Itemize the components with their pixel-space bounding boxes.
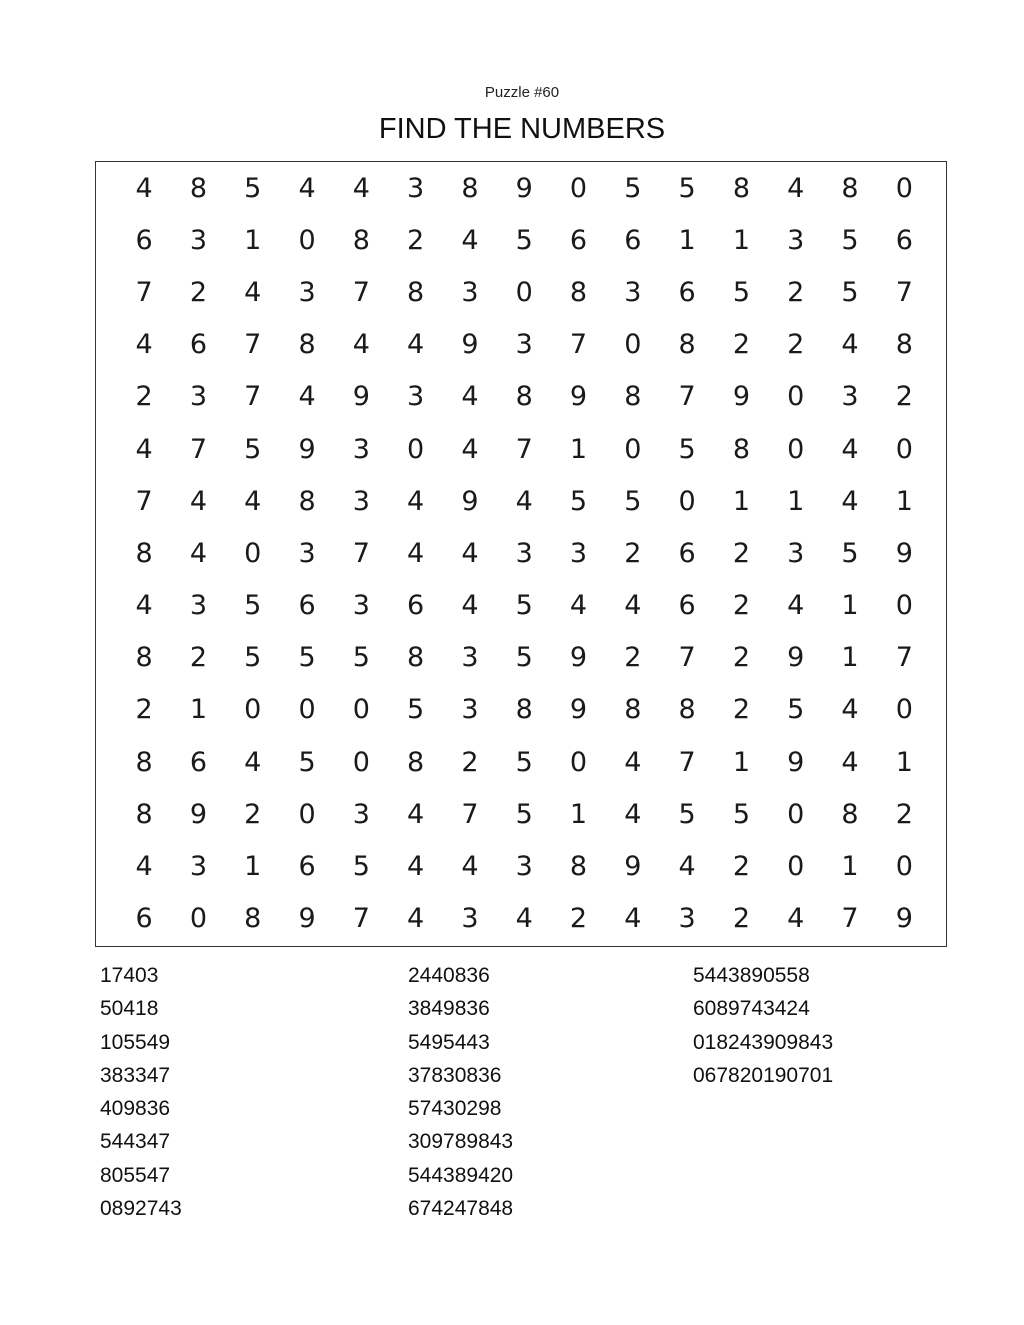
grid-cell: 3 <box>407 172 425 204</box>
grid-cell: 8 <box>569 276 588 308</box>
word-list-item: 544389420 <box>408 1163 514 1187</box>
grid-cell: 6 <box>678 276 696 308</box>
grid-cell: 0 <box>678 485 696 517</box>
grid-cell: 4 <box>787 903 805 935</box>
grid-cell: 8 <box>515 381 533 413</box>
grid-cell: 9 <box>515 172 533 204</box>
grid-cell: 5 <box>732 276 750 308</box>
grid-cell: 2 <box>189 276 208 308</box>
grid-cell: 9 <box>298 903 316 935</box>
word-list-column-1 <box>100 962 182 1228</box>
grid-cell: 0 <box>787 433 805 465</box>
grid-cell: 5 <box>515 642 533 674</box>
word-list-item: 309789843 <box>408 1130 514 1154</box>
grid-cell: 4 <box>841 329 859 361</box>
grid-cell: 3 <box>624 276 642 308</box>
grid-cell: 2 <box>732 329 750 361</box>
grid-cell: 4 <box>407 903 425 935</box>
grid-cell: 3 <box>189 381 208 413</box>
grid-cell: 9 <box>895 537 913 569</box>
grid-cell: 8 <box>841 172 859 204</box>
grid-cell: 9 <box>787 642 805 674</box>
grid-cell: 8 <box>135 537 153 569</box>
grid-cell: 4 <box>787 172 805 204</box>
word-list-item: 018243909843 <box>693 1030 834 1054</box>
grid-cell: 5 <box>515 746 533 778</box>
grid-cell: 5 <box>515 798 533 830</box>
grid-cell: 7 <box>895 276 913 308</box>
grid-cell: 4 <box>678 851 696 883</box>
grid-cell: 0 <box>298 798 316 830</box>
word-list-column-2 <box>408 962 513 1228</box>
grid-cell: 1 <box>244 851 262 883</box>
word-list-item: 674247848 <box>408 1197 514 1221</box>
grid-cell: 3 <box>189 590 208 622</box>
grid-cell: 1 <box>895 746 913 778</box>
grid-cell: 4 <box>841 746 859 778</box>
word-list-item: 57430298 <box>408 1097 502 1121</box>
grid-cell: 5 <box>678 433 696 465</box>
word-list-item: 067820190701 <box>693 1063 834 1087</box>
grid-cell: 0 <box>787 851 805 883</box>
grid-cell: 8 <box>407 642 425 674</box>
grid-cell: 2 <box>407 224 425 256</box>
grid-cell: 5 <box>569 485 588 517</box>
grid-cell: 7 <box>841 903 859 935</box>
grid-cell: 2 <box>732 642 750 674</box>
grid-cell: 3 <box>515 851 533 883</box>
grid-cell: 3 <box>787 537 805 569</box>
grid-cell: 4 <box>407 485 425 517</box>
grid-cell: 8 <box>732 172 750 204</box>
grid-cell: 6 <box>189 329 208 361</box>
grid-cell: 0 <box>895 433 913 465</box>
grid-cell: 6 <box>895 224 913 256</box>
grid-cell: 6 <box>624 224 642 256</box>
word-list-item: 105549 <box>100 1030 171 1054</box>
grid-cell: 4 <box>352 172 370 204</box>
grid-cell: 4 <box>624 746 642 778</box>
grid-cell: 5 <box>352 851 370 883</box>
grid-cell: 0 <box>515 276 533 308</box>
grid-cell: 2 <box>895 381 913 413</box>
grid-cell: 2 <box>569 903 588 935</box>
grid-cell: 4 <box>841 694 859 726</box>
grid-cell: 9 <box>569 381 588 413</box>
grid-cell: 3 <box>189 851 208 883</box>
grid-cell: 7 <box>678 746 696 778</box>
grid-cell: 1 <box>732 224 750 256</box>
grid-cell: 3 <box>407 381 425 413</box>
grid-cell: 6 <box>678 590 696 622</box>
word-list-item: 805547 <box>100 1163 171 1187</box>
word-list-item: 409836 <box>100 1097 171 1121</box>
grid-cell: 4 <box>407 537 425 569</box>
grid-cell: 2 <box>732 694 750 726</box>
grid-cell: 2 <box>787 276 805 308</box>
word-list-item: 2440836 <box>408 964 490 987</box>
grid-cell: 5 <box>678 172 696 204</box>
grid-cell: 4 <box>624 590 642 622</box>
grid-cell: 4 <box>461 851 479 883</box>
grid-cell: 8 <box>515 694 533 726</box>
grid-cell: 0 <box>569 172 588 204</box>
grid-cell: 2 <box>895 798 913 830</box>
grid-cell: 0 <box>624 329 642 361</box>
grid-cell: 7 <box>189 433 208 465</box>
grid-cell: 0 <box>352 746 370 778</box>
grid-cell: 8 <box>624 381 642 413</box>
grid-cell: 7 <box>569 329 588 361</box>
grid-cell: 8 <box>624 694 642 726</box>
grid-cell: 1 <box>569 433 588 465</box>
grid-cell: 0 <box>895 694 913 726</box>
grid-cell: 1 <box>841 590 859 622</box>
grid-cell: 5 <box>244 433 262 465</box>
grid-cell: 4 <box>461 224 479 256</box>
grid-cell: 8 <box>678 329 696 361</box>
grid-cell: 1 <box>189 694 208 726</box>
grid-cell: 5 <box>298 746 316 778</box>
grid-cell: 0 <box>244 537 262 569</box>
grid-cell: 8 <box>461 172 479 204</box>
grid-cell: 8 <box>732 433 750 465</box>
grid-cell: 7 <box>461 798 479 830</box>
grid-cell: 3 <box>352 433 370 465</box>
grid-cell: 8 <box>135 746 153 778</box>
grid-cell: 0 <box>787 798 805 830</box>
grid-cell: 3 <box>461 903 479 935</box>
grid-cell: 1 <box>787 485 805 517</box>
grid-cell: 3 <box>352 798 370 830</box>
grid-cell: 9 <box>352 381 370 413</box>
grid-cell: 1 <box>244 224 262 256</box>
grid-cell: 4 <box>135 433 153 465</box>
page-title: FIND THE NUMBERS <box>378 113 666 145</box>
grid-cell: 1 <box>841 642 859 674</box>
grid-cell: 5 <box>841 276 859 308</box>
grid-cell: 8 <box>841 798 859 830</box>
grid-cell: 2 <box>732 851 750 883</box>
grid-cell: 3 <box>515 537 533 569</box>
grid-cell: 8 <box>244 903 262 935</box>
grid-cell: 9 <box>569 694 588 726</box>
grid-cell: 0 <box>787 381 805 413</box>
grid-cell: 0 <box>352 694 370 726</box>
word-list-item: 544347 <box>100 1130 171 1154</box>
grid-cell: 5 <box>515 224 533 256</box>
grid-cell: 2 <box>135 694 153 726</box>
grid-cell: 4 <box>841 485 859 517</box>
grid-cell: 0 <box>407 433 425 465</box>
grid-cell: 5 <box>244 590 262 622</box>
grid-cell: 1 <box>569 798 588 830</box>
word-list-item: 3849836 <box>408 997 490 1021</box>
grid-cell: 3 <box>461 276 479 308</box>
grid-cell: 9 <box>189 798 208 830</box>
grid-cell: 8 <box>298 329 316 361</box>
grid-cell: 1 <box>732 746 750 778</box>
grid-cell: 4 <box>352 329 370 361</box>
grid-cell: 7 <box>352 537 370 569</box>
grid-cell: 6 <box>678 537 696 569</box>
grid-cell: 0 <box>895 590 913 622</box>
grid-cell: 2 <box>732 590 750 622</box>
grid-cell: 2 <box>244 798 262 830</box>
grid-cell: 0 <box>569 746 588 778</box>
grid-cell: 4 <box>407 851 425 883</box>
grid-cell: 8 <box>569 851 588 883</box>
grid-cell: 4 <box>461 537 479 569</box>
word-list-column-3 <box>693 962 833 1095</box>
grid-cell: 3 <box>461 642 479 674</box>
grid-cell: 3 <box>189 224 208 256</box>
grid-cell: 2 <box>732 537 750 569</box>
grid-cell: 5 <box>678 798 696 830</box>
grid-cell: 9 <box>787 746 805 778</box>
grid-cell: 8 <box>298 485 316 517</box>
grid-cell: 5 <box>732 798 750 830</box>
word-list-item: 5443890558 <box>693 964 810 987</box>
grid-cell: 7 <box>135 276 153 308</box>
grid-cell: 8 <box>895 329 913 361</box>
grid-cell: 8 <box>135 642 153 674</box>
grid-cell: 0 <box>895 851 913 883</box>
grid-cell: 4 <box>461 381 479 413</box>
grid-cell: 0 <box>624 433 642 465</box>
grid-cell: 2 <box>461 746 479 778</box>
grid-cell: 2 <box>732 903 750 935</box>
grid-cell: 4 <box>461 433 479 465</box>
grid-cell: 7 <box>352 276 370 308</box>
grid-cell: 7 <box>678 642 696 674</box>
grid-cell: 4 <box>298 381 316 413</box>
word-list-item: 5495443 <box>408 1030 490 1054</box>
grid-cell: 0 <box>244 694 262 726</box>
grid-cell: 4 <box>189 485 208 517</box>
grid-cell: 9 <box>732 381 750 413</box>
grid-cell: 7 <box>135 485 153 517</box>
grid-cell: 5 <box>841 537 859 569</box>
grid-cell: 3 <box>352 485 370 517</box>
grid-cell: 1 <box>841 851 859 883</box>
word-list-item: 0892743 <box>100 1197 182 1221</box>
grid-cell: 4 <box>461 590 479 622</box>
grid-cell: 3 <box>569 537 588 569</box>
grid-cell: 4 <box>189 537 208 569</box>
grid-cell: 9 <box>461 329 479 361</box>
grid-cell: 6 <box>569 224 588 256</box>
grid-cell: 6 <box>135 903 153 935</box>
grid-cell: 9 <box>624 851 642 883</box>
grid-cell: 4 <box>624 798 642 830</box>
grid-cell: 3 <box>678 903 696 935</box>
grid-cell: 7 <box>244 329 262 361</box>
grid-cell: 2 <box>787 329 805 361</box>
grid-cell: 9 <box>461 485 479 517</box>
grid-cell: 6 <box>189 746 208 778</box>
grid-cell: 1 <box>678 224 696 256</box>
grid-cell: 2 <box>135 381 153 413</box>
grid-cell: 4 <box>135 851 153 883</box>
grid-cell: 4 <box>135 590 153 622</box>
grid-cell: 5 <box>407 694 425 726</box>
grid-cell: 5 <box>841 224 859 256</box>
grid-cell: 3 <box>787 224 805 256</box>
grid-cell: 4 <box>569 590 588 622</box>
grid-cell: 4 <box>407 798 425 830</box>
grid-cell: 7 <box>515 433 533 465</box>
grid-cell: 8 <box>352 224 370 256</box>
grid-cell: 3 <box>352 590 370 622</box>
grid-cell: 3 <box>515 329 533 361</box>
grid-cell: 4 <box>515 903 533 935</box>
grid-cell: 6 <box>298 851 316 883</box>
grid-cell: 4 <box>244 746 262 778</box>
grid-cell: 5 <box>298 642 316 674</box>
grid-cell: 7 <box>244 381 262 413</box>
grid-cell: 5 <box>624 172 642 204</box>
word-list-item: 383347 <box>100 1063 171 1087</box>
grid-cell: 9 <box>895 903 913 935</box>
grid-cell: 2 <box>189 642 208 674</box>
grid-cell: 4 <box>515 485 533 517</box>
grid-cell: 1 <box>895 485 913 517</box>
grid-cell: 0 <box>298 694 316 726</box>
grid-cell: 6 <box>407 590 425 622</box>
grid-cell: 4 <box>841 433 859 465</box>
grid-cell: 5 <box>352 642 370 674</box>
grid-cell: 4 <box>787 590 805 622</box>
grid-cell: 9 <box>298 433 316 465</box>
grid-cell: 7 <box>895 642 913 674</box>
grid-cell: 3 <box>461 694 479 726</box>
grid-cell: 6 <box>135 224 153 256</box>
grid-cell: 0 <box>895 172 913 204</box>
grid-cell: 4 <box>244 485 262 517</box>
grid-cell: 9 <box>569 642 588 674</box>
grid-cell: 1 <box>732 485 750 517</box>
grid-cell: 8 <box>678 694 696 726</box>
grid-cell: 3 <box>841 381 859 413</box>
word-list-item: 17403 <box>100 964 159 987</box>
grid-cell: 4 <box>135 329 153 361</box>
grid-cell: 5 <box>244 642 262 674</box>
puzzle-grid <box>117 162 931 945</box>
grid-cell: 4 <box>244 276 262 308</box>
grid-cell: 4 <box>407 329 425 361</box>
grid-cell: 5 <box>624 485 642 517</box>
grid-cell: 0 <box>298 224 316 256</box>
grid-cell: 5 <box>515 590 533 622</box>
word-list-item: 6089743424 <box>693 997 810 1021</box>
grid-cell: 4 <box>624 903 642 935</box>
grid-cell: 8 <box>135 798 153 830</box>
grid-cell: 2 <box>624 642 642 674</box>
grid-cell: 7 <box>678 381 696 413</box>
grid-cell: 3 <box>298 276 316 308</box>
grid-cell: 3 <box>298 537 316 569</box>
grid-cell: 8 <box>407 276 425 308</box>
grid-cell: 8 <box>189 172 208 204</box>
word-list-item: 50418 <box>100 997 159 1021</box>
grid-cell: 2 <box>624 537 642 569</box>
grid-cell: 5 <box>244 172 262 204</box>
grid-cell: 4 <box>135 172 153 204</box>
grid-cell: 4 <box>298 172 316 204</box>
grid-cell: 8 <box>407 746 425 778</box>
grid-cell: 6 <box>298 590 316 622</box>
grid-cell: 5 <box>787 694 805 726</box>
grid-cell: 7 <box>352 903 370 935</box>
grid-cell: 0 <box>189 903 208 935</box>
puzzle-number: Puzzle #60 <box>484 84 560 101</box>
word-list-item: 37830836 <box>408 1063 502 1087</box>
